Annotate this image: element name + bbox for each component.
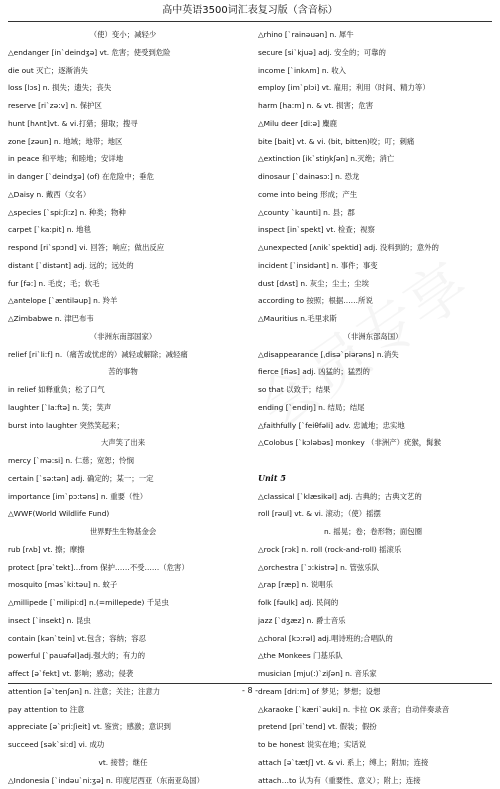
vocab-entry: income [`inkʌm] n. 收入 <box>258 62 488 80</box>
vocab-entry: jazz [`dʒæz] n. 爵士音乐 <box>258 612 488 630</box>
vocab-entry: vt. 接替；继任 <box>8 754 238 772</box>
vocab-entry: burst into laughter 突然笑起来； <box>8 417 238 435</box>
vocab-entry: mercy [`mə:si] n. 仁慈；宽恕；怜悯 <box>8 452 238 470</box>
vocab-entry: 世界野生生物基金会 <box>8 523 238 541</box>
vocab-entry: △Indonesia [`indəu`ni:ʒə] n. 印度尼西亚（东南亚岛国） <box>8 772 238 789</box>
vocab-entry: zone [zəun] n. 地域；地带；地区 <box>8 133 238 151</box>
vocab-entry: so that 以致于；结果 <box>258 381 488 399</box>
vocab-entry: respond [ri`spɔnd] vi. 回答；响应；做出反应 <box>8 239 238 257</box>
vocab-entry: 苦的事物 <box>8 363 238 381</box>
vocab-entry: △rhino [`rainəuən] n. 犀牛 <box>258 26 488 44</box>
vocab-entry: △faithfully [`feiθfəli] adv. 忠诚地；忠实地 <box>258 417 488 435</box>
vocab-entry: △Milu deer [di:ə] 麋鹿 <box>258 115 488 133</box>
vocab-entry: according to 按照；根据……所说 <box>258 292 488 310</box>
vocab-entry: carpet [`ka:pit] n. 地毯 <box>8 221 238 239</box>
vocab-entry: fur [fə:] n. 毛皮；毛；软毛 <box>8 275 238 293</box>
vocab-entry: inspect [in`spekt] vt. 检查；视察 <box>258 221 488 239</box>
vocab-entry: （非洲东部岛国） <box>258 328 488 346</box>
vocab-entry: distant [`distənt] adj. 远的；远处的 <box>8 257 238 275</box>
right-column <box>258 26 488 789</box>
vocab-entry: bite [bait] vt. & vi. (bit, bitten)咬；叮；刺痛 <box>258 133 488 151</box>
vocab-entry: secure [si`kjuə] adj. 安全的；可靠的 <box>258 44 488 62</box>
vocab-entry: in relief 如释重负；松了口气 <box>8 381 238 399</box>
vocab-entry: folk [fəulk] adj. 民间的 <box>258 594 488 612</box>
vocab-entry: loss [lɔs] n. 损失；遗失；丧失 <box>8 79 238 97</box>
vocab-entry: △disappearance [ˌdisə`piərəns] n.消失 <box>258 346 488 364</box>
vocab-entry: n. 摇晃；卷；卷形物；面包圈 <box>258 523 488 541</box>
vocab-entry: dream [dri:m] of 梦见；梦想；设想 <box>258 683 488 701</box>
vocab-entry: △Zimbabwe n. 津巴布韦 <box>8 310 238 328</box>
vocab-entry: die out 灭亡；逐渐消失 <box>8 62 238 80</box>
vocab-entry: attention [ə`tenʃən] n. 注意；关注；注意力 <box>8 683 238 701</box>
vocab-entry: attach…to 认为有（重要性、意义）；附上；连接 <box>258 772 488 789</box>
vocab-entry: affect [ə`fekt] vt. 影响；感动；侵袭 <box>8 665 238 683</box>
vocab-entry: powerful [`pauəfəl]adj.强大的；有力的 <box>8 647 238 665</box>
vocab-entry: ending [`endiŋ] n. 结局；结尾 <box>258 399 488 417</box>
vocab-entry: contain [kən`tein] vt.包含；容纳；容忍 <box>8 630 238 648</box>
vocab-entry: △antelope [`æntiləup] n. 羚羊 <box>8 292 238 310</box>
page-header: 高中英语3500词汇表复习版（含音标） <box>0 2 500 20</box>
vocab-entry: employ [im`plɔi] vt. 雇用；利用（时间、精力等） <box>258 79 488 97</box>
vocab-entry: importance [im`pɔ:təns] n. 重要（性） <box>8 488 238 506</box>
vocab-entry: △the Monkees 门基乐队 <box>258 647 488 665</box>
vocab-entry: △endanger [in`deindʒə] vt. 危害；使受到危险 <box>8 44 238 62</box>
vocab-entry: mosquito [məs`ki:təu] n. 蚊子 <box>8 576 238 594</box>
vocab-entry: △county `kaunti] n. 县；郡 <box>258 204 488 222</box>
vocab-entry: △rock [rɔk] n. roll (rock-and-roll) 摇滚乐 <box>258 541 488 559</box>
vocab-entry: laughter [`la:ftə] n. 笑；笑声 <box>8 399 238 417</box>
vocab-entry: △karaoke [`kæri`əuki] n. 卡拉 OK 录音；自动伴奏录音 <box>258 701 488 719</box>
vocab-entry: in danger [`deindʒə] (of) 在危险中；垂危 <box>8 168 238 186</box>
vocab-entry: musician [mju(:)`ziʃən] n. 音乐家 <box>258 665 488 683</box>
vocab-entry: △WWF(World Wildlife Fund) <box>8 505 238 523</box>
vocab-entry: 大声笑了出来 <box>8 434 238 452</box>
vocab-entry: dinosaur [`dainəsɔ:] n. 恐龙 <box>258 168 488 186</box>
vocab-entry: △extinction [ik`stiŋkʃən] n.灭绝；消亡 <box>258 150 488 168</box>
vocab-entry: incident [`insidənt] n. 事件；事变 <box>258 257 488 275</box>
vocab-entry: roll [rəul] vt. & vi. 滚动；（使）摇摆 <box>258 505 488 523</box>
vocab-entry: △rap [ræp] n. 说唱乐 <box>258 576 488 594</box>
vocab-entry: appreciate [ə`pri:ʃieit] vt. 鉴赏；感激；意识到 <box>8 718 238 736</box>
vocab-entry: （使）变小；减轻少 <box>8 26 238 44</box>
vocab-entry: △classical [`klæsikəl] adj. 古典的；古典文艺的 <box>258 488 488 506</box>
vocab-entry: come into being 形成；产生 <box>258 186 488 204</box>
vocab-entry <box>258 452 488 470</box>
vocab-entry: rub [rʌb] vt. 擦；摩擦 <box>8 541 238 559</box>
vocab-entry: △Colobus [`kɔləbəs] monkey （非洲产）疣猴，髯猴 <box>258 434 488 452</box>
vocab-entry: △Daisy n. 戴西（女名） <box>8 186 238 204</box>
vocab-entry: pretend [pri`tend] vt. 假装；假扮 <box>258 718 488 736</box>
header-divider <box>8 21 492 22</box>
page-number: - 8 - <box>0 686 500 695</box>
vocab-entry: △species [`spi:ʃi:z] n. 种类；物种 <box>8 204 238 222</box>
vocab-entry: △Mauritius n.毛里求斯 <box>258 310 488 328</box>
vocab-entry: pay attention to 注意 <box>8 701 238 719</box>
vocab-entry: harm [ha:m] n. & vt. 损害；危害 <box>258 97 488 115</box>
vocab-entry: dust [dʌst] n. 灰尘；尘土；尘埃 <box>258 275 488 293</box>
vocab-entry: hunt [hʌnt]vt. & vi.打猎；猎取；搜寻 <box>8 115 238 133</box>
vocab-entry: to be honest 说实在地；实话说 <box>258 736 488 754</box>
vocab-entry: insect [`insekt] n. 昆虫 <box>8 612 238 630</box>
vocab-entry: in peace 和平地；和睦地；安详地 <box>8 150 238 168</box>
vocab-entry: reserve [ri`zə:v] n. 保护区 <box>8 97 238 115</box>
vocab-entry: relief [ri`li:f] n.（痛苦或忧虑的）减轻或解除；减轻痛 <box>8 346 238 364</box>
unit-heading: Unit 5 <box>258 470 488 488</box>
vocab-entry: protect [prə`tekt]…from 保护……不受……（危害） <box>8 559 238 577</box>
vocab-entry: fierce [fiəs] adj. 凶猛的；猛烈的 <box>258 363 488 381</box>
vocab-entry: △millipede [`milipi:d] n.(=millepede) 千足虫 <box>8 594 238 612</box>
vocab-entry: （非洲东南部国家） <box>8 328 238 346</box>
vocab-entry: attach [ə`tætʃ] vt. & vi. 系上；缚上；附加；连接 <box>258 754 488 772</box>
vocab-entry: △unexpected [ʌnik`spektid] adj. 没料到的；意外的 <box>258 239 488 257</box>
vocab-entry: succeed [sək`si:d] vi. 成功 <box>8 736 238 754</box>
vocab-entry: △choral [kɔ:rəl] adj.唱诗班的;合唱队的 <box>258 630 488 648</box>
left-column <box>8 26 238 789</box>
vocab-entry: certain [`sə:tən] adj. 确定的；某一；一定 <box>8 470 238 488</box>
vocab-entry: △orchestra [`ɔ:kistrə] n. 管弦乐队 <box>258 559 488 577</box>
footer-divider <box>8 683 492 684</box>
